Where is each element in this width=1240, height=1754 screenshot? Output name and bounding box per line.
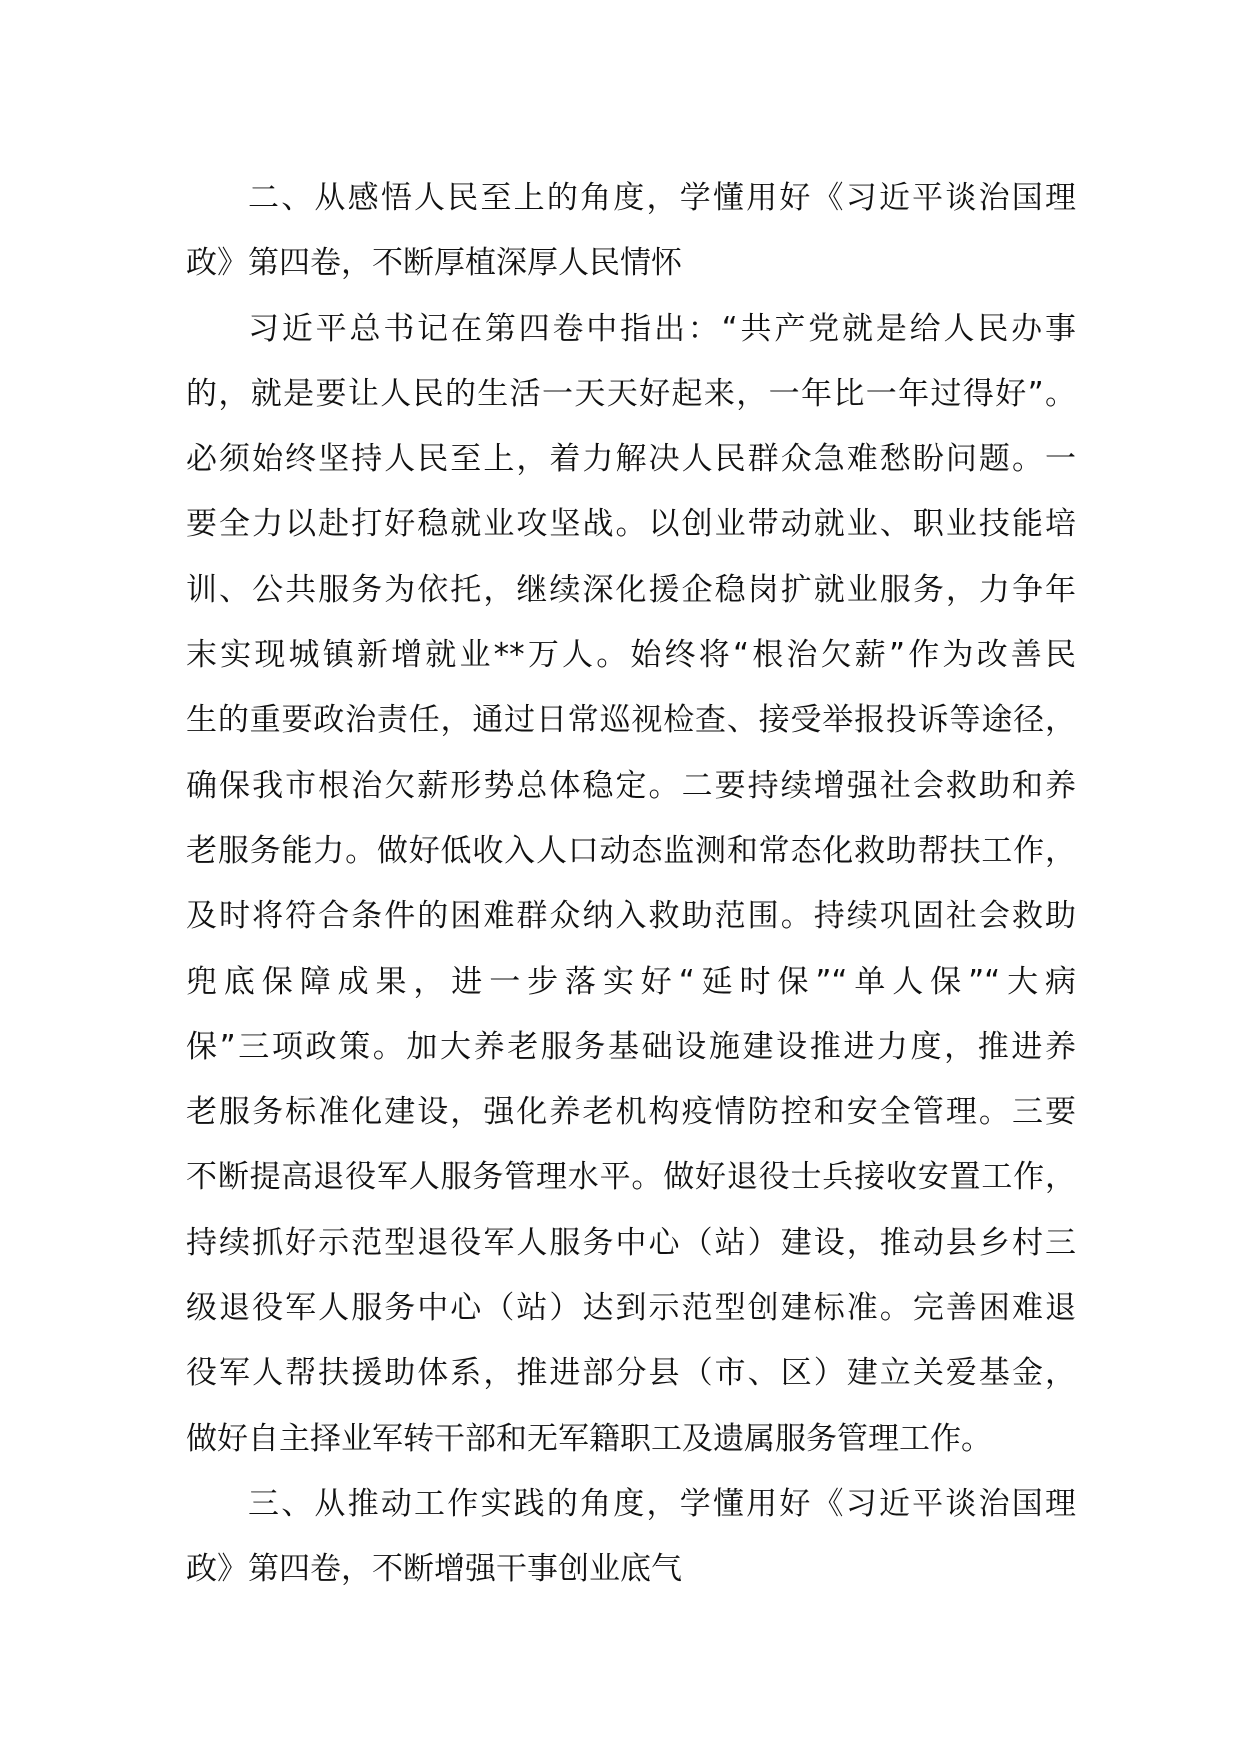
text-line: 末实现城镇新增就业**万人。始终将“根治欠薪”作为改善民 bbox=[186, 637, 1076, 674]
text-line: 习近平总书记在第四卷中指出：“共产党就是给人民办事 bbox=[248, 310, 1076, 347]
text-line: 三、从推动工作实践的角度，学懂用好《习近平谈治国理 bbox=[248, 1485, 1076, 1522]
text-line: 及时将符合条件的困难群众纳入救助范围。持续巩固社会救助 bbox=[186, 898, 1076, 935]
body-paragraph bbox=[186, 297, 1076, 1472]
section-heading-2 bbox=[186, 166, 1076, 297]
text-line: 二、从感悟人民至上的角度，学懂用好《习近平谈治国理 bbox=[248, 180, 1076, 216]
document-body bbox=[186, 166, 1076, 1603]
text-line: 的，就是要让人民的生活一天天好起来，一年比一年过得好”。 bbox=[186, 375, 1076, 412]
text-line: 级退役军人服务中心（站）达到示范型创建标准。完善困难退 bbox=[186, 1290, 1076, 1327]
text-line: 政》第四卷，不断厚植深厚人民情怀 bbox=[186, 245, 682, 282]
text-line: 要全力以赴打好稳就业攻坚战。以创业带动就业、职业技能培 bbox=[186, 506, 1076, 543]
text-line: 做好自主择业军转干部和无军籍职工及遗属服务管理工作。 bbox=[186, 1420, 992, 1457]
text-line: 兜底保障成果，进一步落实好“延时保”“单人保”“大病 bbox=[186, 963, 1076, 1000]
text-line: 不断提高退役军人服务管理水平。做好退役士兵接收安置工作， bbox=[186, 1159, 1076, 1196]
text-line: 必须始终坚持人民至上，着力解决人民群众急难愁盼问题。一 bbox=[186, 441, 1076, 478]
text-line: 老服务能力。做好低收入人口动态监测和常态化救助帮扶工作， bbox=[186, 832, 1076, 869]
text-line: 生的重要政治责任，通过日常巡视检查、接受举报投诉等途径， bbox=[186, 702, 1076, 739]
text-line: 政》第四卷，不断增强干事创业底气 bbox=[186, 1551, 682, 1588]
text-line: 确保我市根治欠薪形势总体稳定。二要持续增强社会救助和养 bbox=[186, 767, 1076, 804]
text-line: 训、公共服务为依托，继续深化援企稳岗扩就业服务，力争年 bbox=[186, 571, 1076, 608]
text-line: 保”三项政策。加大养老服务基础设施建设推进力度，推进养 bbox=[186, 1028, 1076, 1065]
text-line: 老服务标准化建设，强化养老机构疫情防控和安全管理。三要 bbox=[186, 1094, 1076, 1131]
text-line: 持续抓好示范型退役军人服务中心（站）建设，推动县乡村三 bbox=[186, 1224, 1076, 1261]
text-line: 役军人帮扶援助体系，推进部分县（市、区）建立关爱基金， bbox=[186, 1355, 1076, 1392]
section-heading-3 bbox=[186, 1472, 1076, 1603]
